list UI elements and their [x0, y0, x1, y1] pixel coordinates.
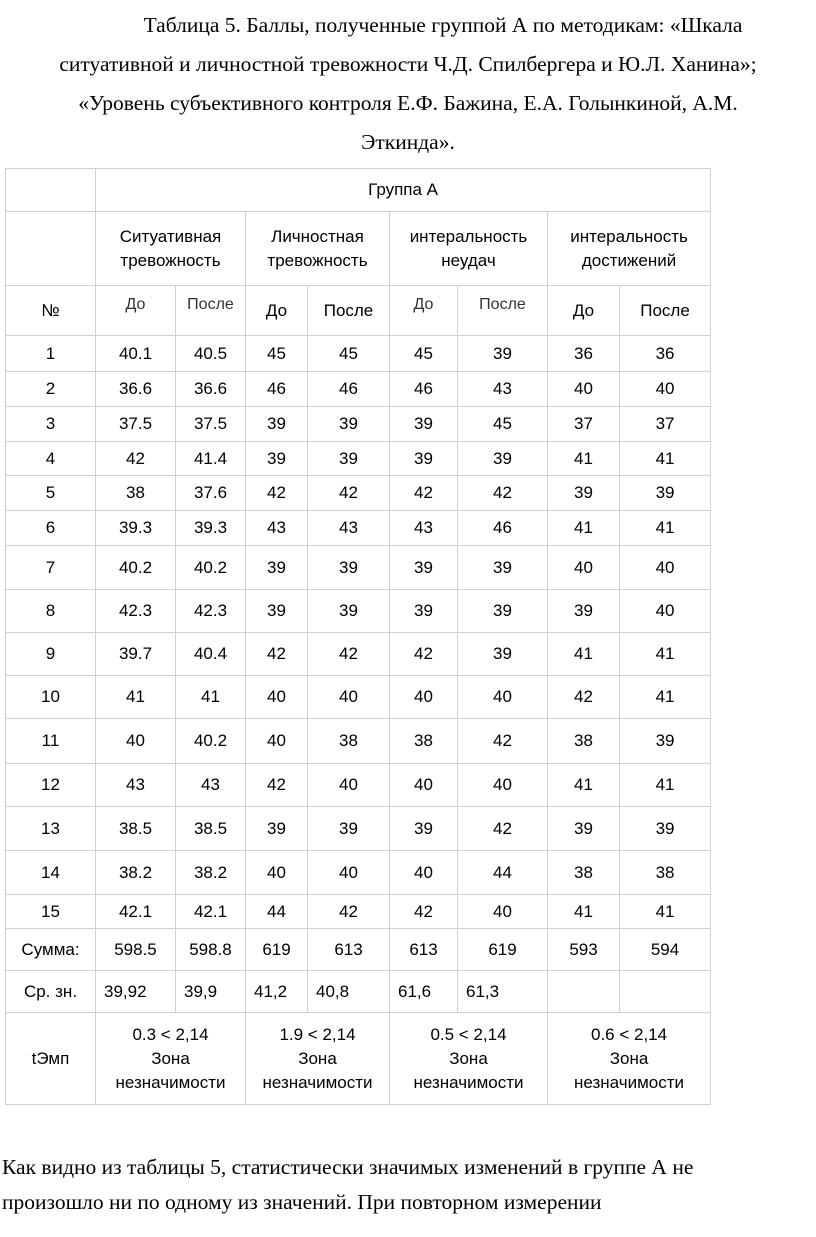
score-cell: 42.1	[176, 895, 246, 929]
score-cell: 39	[246, 407, 308, 442]
score-cell: 45	[246, 336, 308, 372]
score-cell: 39	[458, 633, 548, 676]
mean-row-cell: 40,8	[308, 971, 390, 1013]
score-cell: 40	[548, 546, 620, 590]
score-cell: 37.5	[96, 407, 176, 442]
score-cell: 46	[308, 372, 390, 407]
score-cell: 39	[308, 590, 390, 633]
score-cell: 39	[390, 807, 458, 851]
subheader-before: До	[96, 286, 176, 336]
score-cell: 40.2	[96, 546, 176, 590]
subheader-before: До	[390, 286, 458, 336]
score-cell: 41	[620, 633, 711, 676]
row-number: 9	[6, 633, 96, 676]
score-cell: 41	[96, 676, 176, 719]
score-cell: 39	[390, 546, 458, 590]
score-cell: 38	[308, 719, 390, 764]
score-cell: 41	[548, 442, 620, 476]
t-value: 0.5 < 2,14	[430, 1024, 507, 1044]
score-cell: 40	[620, 546, 711, 590]
caption-line-3: «Уровень субъективного контроля Е.Ф. Бажина, Е.А. Голынкиной, А.М.	[78, 91, 738, 115]
score-cell: 39	[548, 590, 620, 633]
t-empirical-cell	[96, 1013, 246, 1105]
t-value: 1.9 < 2,14	[279, 1024, 356, 1044]
score-cell: 42	[308, 476, 390, 511]
score-cell: 40	[458, 764, 548, 807]
zone-label: Зона	[151, 1048, 190, 1068]
method-header-failures: интеральность неудач	[390, 212, 548, 286]
score-cell: 43	[458, 372, 548, 407]
body-paragraph	[2, 1150, 802, 1220]
mean-row-cell: 61,6	[390, 971, 458, 1013]
score-cell: 41.4	[176, 442, 246, 476]
caption-line-2: ситуативной и личностной тревожности Ч.Д. Спилбергера и Ю.Л. Ханина»;	[59, 52, 757, 76]
zone-label: незначимости	[115, 1072, 226, 1092]
subheader-after: После	[458, 286, 548, 336]
score-cell: 42	[548, 676, 620, 719]
score-cell: 42.3	[96, 590, 176, 633]
score-cell: 42	[246, 633, 308, 676]
zone-label: незначимости	[262, 1072, 373, 1092]
score-cell: 36	[548, 336, 620, 372]
score-cell: 39	[246, 807, 308, 851]
row-number: 14	[6, 851, 96, 895]
caption-line-1: Таблица 5. Баллы, полученные группой А по методикам: «Шкала	[143, 13, 743, 37]
table-row	[6, 546, 711, 590]
score-cell: 38	[620, 851, 711, 895]
mean-row-cell: 61,3	[458, 971, 548, 1013]
table-row	[6, 764, 711, 807]
mean-row	[6, 971, 711, 1013]
score-cell: 39	[390, 407, 458, 442]
score-cell: 36.6	[176, 372, 246, 407]
mean-row-label: Ср. зн.	[6, 971, 96, 1013]
score-cell: 38	[548, 719, 620, 764]
table-row	[6, 590, 711, 633]
zone-label: Зона	[449, 1048, 488, 1068]
mean-row-cell: 39,9	[176, 971, 246, 1013]
score-cell: 43	[308, 511, 390, 546]
score-cell: 41	[620, 511, 711, 546]
score-cell: 37	[620, 407, 711, 442]
score-cell: 41	[548, 764, 620, 807]
score-cell: 39.3	[96, 511, 176, 546]
group-header: Группа А	[96, 169, 711, 212]
table-row	[6, 851, 711, 895]
score-cell: 43	[176, 764, 246, 807]
caption-line-4: Эткинда».	[361, 130, 455, 154]
score-cell: 37.5	[176, 407, 246, 442]
score-cell: 40	[458, 676, 548, 719]
sum-row-cell: 594	[620, 929, 711, 971]
score-cell: 40	[308, 764, 390, 807]
score-cell: 45	[308, 336, 390, 372]
table-row	[6, 372, 711, 407]
score-cell: 40.4	[176, 633, 246, 676]
zone-label: Зона	[298, 1048, 337, 1068]
score-cell: 39	[308, 407, 390, 442]
row-number: 1	[6, 336, 96, 372]
score-cell: 41	[548, 895, 620, 929]
table-caption	[0, 6, 816, 162]
table-row	[6, 511, 711, 546]
score-cell: 46	[246, 372, 308, 407]
score-cell: 37	[548, 407, 620, 442]
zone-label: незначимости	[574, 1072, 685, 1092]
mean-row-cell: 41,2	[246, 971, 308, 1013]
method-header-achievements: интеральность достижений	[548, 212, 711, 286]
score-cell: 40	[96, 719, 176, 764]
sum-row-cell: 613	[390, 929, 458, 971]
score-cell: 43	[246, 511, 308, 546]
score-cell: 42.3	[176, 590, 246, 633]
row-number: 8	[6, 590, 96, 633]
row-number: 2	[6, 372, 96, 407]
score-cell: 39.7	[96, 633, 176, 676]
score-cell: 41	[620, 764, 711, 807]
table-row	[6, 719, 711, 764]
row-number: 6	[6, 511, 96, 546]
score-cell: 37.6	[176, 476, 246, 511]
number-header: №	[6, 286, 96, 336]
score-cell: 43	[96, 764, 176, 807]
score-cell: 38	[548, 851, 620, 895]
score-cell: 39	[548, 476, 620, 511]
sum-row	[6, 929, 711, 971]
sum-row-cell: 619	[246, 929, 308, 971]
score-cell: 39	[620, 807, 711, 851]
row-number: 11	[6, 719, 96, 764]
score-cell: 42	[390, 633, 458, 676]
score-cell: 42	[246, 764, 308, 807]
row-number: 4	[6, 442, 96, 476]
row-number: 5	[6, 476, 96, 511]
row-number: 15	[6, 895, 96, 929]
score-cell: 44	[458, 851, 548, 895]
paragraph-line-2: произошло ни по одному из значений. При повторном измерении	[2, 1190, 602, 1214]
mean-row-cell	[620, 971, 711, 1013]
t-empirical-cell	[390, 1013, 548, 1105]
score-cell: 38	[390, 719, 458, 764]
score-cell: 43	[390, 511, 458, 546]
score-cell: 42.1	[96, 895, 176, 929]
score-cell: 39	[458, 546, 548, 590]
table-row	[6, 895, 711, 929]
score-cell: 42	[308, 895, 390, 929]
score-cell: 40	[458, 895, 548, 929]
score-cell: 38	[96, 476, 176, 511]
empty-cell	[6, 212, 96, 286]
score-cell: 39.3	[176, 511, 246, 546]
subheader-after: После	[308, 286, 390, 336]
mean-row-cell: 39,92	[96, 971, 176, 1013]
score-cell: 39	[308, 807, 390, 851]
table-row	[6, 676, 711, 719]
score-cell: 46	[390, 372, 458, 407]
score-cell: 39	[458, 336, 548, 372]
row-number: 3	[6, 407, 96, 442]
score-cell: 39	[246, 546, 308, 590]
sum-row-cell: 613	[308, 929, 390, 971]
score-cell: 39	[458, 442, 548, 476]
score-cell: 38.2	[96, 851, 176, 895]
score-cell: 45	[390, 336, 458, 372]
table-row	[6, 807, 711, 851]
score-cell: 36	[620, 336, 711, 372]
row-number: 12	[6, 764, 96, 807]
t-empirical-cell	[548, 1013, 711, 1105]
score-cell: 42	[308, 633, 390, 676]
score-cell: 40	[246, 851, 308, 895]
subheader-before: До	[246, 286, 308, 336]
score-cell: 42	[458, 719, 548, 764]
score-cell: 39	[620, 476, 711, 511]
table-row	[6, 442, 711, 476]
table-row	[6, 336, 711, 372]
score-cell: 39	[390, 590, 458, 633]
score-cell: 41	[176, 676, 246, 719]
t-value: 0.3 < 2,14	[132, 1024, 209, 1044]
row-number: 10	[6, 676, 96, 719]
score-cell: 42	[458, 476, 548, 511]
score-cell: 38.5	[176, 807, 246, 851]
score-cell: 42	[390, 476, 458, 511]
t-empirical-label: tЭмп	[6, 1013, 96, 1105]
score-cell: 39	[308, 442, 390, 476]
score-cell: 39	[548, 807, 620, 851]
score-cell: 39	[246, 442, 308, 476]
score-cell: 39	[390, 442, 458, 476]
score-cell: 41	[620, 895, 711, 929]
method-header-situational: Ситуативная тревожность	[96, 212, 246, 286]
score-cell: 36.6	[96, 372, 176, 407]
score-cell: 38.2	[176, 851, 246, 895]
subheader-before: До	[548, 286, 620, 336]
method-header-personal: Личностная тревожность	[246, 212, 390, 286]
score-cell: 40	[620, 590, 711, 633]
score-cell: 40	[246, 676, 308, 719]
table-row	[6, 476, 711, 511]
score-cell: 42	[96, 442, 176, 476]
sum-row-cell: 598.5	[96, 929, 176, 971]
row-number: 7	[6, 546, 96, 590]
subheader-after: После	[620, 286, 711, 336]
table-row	[6, 407, 711, 442]
row-number: 13	[6, 807, 96, 851]
t-empirical-row	[6, 1013, 711, 1105]
score-cell: 42	[390, 895, 458, 929]
score-cell: 40	[620, 372, 711, 407]
zone-label: незначимости	[413, 1072, 524, 1092]
empty-corner	[6, 169, 96, 212]
sum-row-label: Сумма:	[6, 929, 96, 971]
sum-row-cell: 598.8	[176, 929, 246, 971]
score-cell: 44	[246, 895, 308, 929]
score-cell: 40	[390, 851, 458, 895]
score-cell: 40	[548, 372, 620, 407]
score-cell: 40.5	[176, 336, 246, 372]
score-cell: 40	[308, 851, 390, 895]
score-cell: 40	[246, 719, 308, 764]
t-empirical-cell	[246, 1013, 390, 1105]
score-cell: 40.1	[96, 336, 176, 372]
score-cell: 38.5	[96, 807, 176, 851]
results-table	[5, 168, 711, 1105]
t-value: 0.6 < 2,14	[590, 1024, 668, 1044]
score-cell: 40	[308, 676, 390, 719]
paragraph-line-1: Как видно из таблицы 5, статистически значимых изменений в группе А не	[2, 1155, 694, 1179]
score-cell: 39	[246, 590, 308, 633]
score-cell: 40	[390, 676, 458, 719]
score-cell: 41	[620, 676, 711, 719]
score-cell: 42	[458, 807, 548, 851]
subheader-after: После	[176, 286, 246, 336]
score-cell: 45	[458, 407, 548, 442]
score-cell: 42	[246, 476, 308, 511]
score-cell: 39	[308, 546, 390, 590]
score-cell: 40.2	[176, 719, 246, 764]
score-cell: 40	[390, 764, 458, 807]
score-cell: 41	[548, 633, 620, 676]
score-cell: 41	[548, 511, 620, 546]
score-cell: 40.2	[176, 546, 246, 590]
score-cell: 39	[620, 719, 711, 764]
score-cell: 46	[458, 511, 548, 546]
sum-row-cell: 619	[458, 929, 548, 971]
zone-label: Зона	[609, 1048, 649, 1068]
score-cell: 39	[458, 590, 548, 633]
score-cell: 41	[620, 442, 711, 476]
sum-row-cell: 593	[548, 929, 620, 971]
table-row	[6, 633, 711, 676]
mean-row-cell	[548, 971, 620, 1013]
